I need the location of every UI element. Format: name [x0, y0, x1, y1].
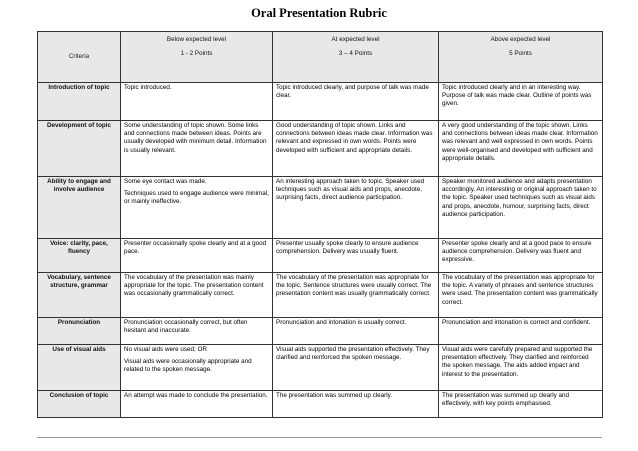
cell-text: Visual aids supported the presentation effectively. They clarified and reinforced the spoken message.	[276, 346, 430, 362]
cell-text: Some understanding of topic shown. Some links and connections made between ideas. Points are usually developed with minimum detail. Information is usually relevant.	[124, 122, 267, 154]
table-row	[38, 318, 603, 345]
level-points: 1 - 2 Points	[180, 50, 213, 58]
cell-text: No visual aids were used; OR	[124, 346, 207, 353]
rubric-cell	[439, 345, 603, 391]
cell-text: Pronunciation and intonation is usually correct.	[276, 319, 407, 326]
rubric-cell	[439, 391, 603, 418]
cell-text: The vocabulary of the presentation was mainly appropriate for the topic. The presentation content was occasionally grammatically correct.	[124, 274, 264, 298]
level-points: 3 – 4 Points	[338, 50, 373, 58]
level-name: Above expected level	[490, 36, 551, 43]
rubric-cell	[121, 83, 273, 121]
cell-text: An interesting approach taken to topic. Speaker used techniques such as visual aids and props, anecdote, surprising facts, direct audience participation.	[276, 178, 425, 202]
rubric-cell	[121, 121, 273, 177]
rubric-cell	[121, 318, 273, 345]
cell-text: Presenter usually spoke clearly to ensure audience comprehension. Delivery was usually fluent.	[276, 240, 419, 256]
criteria-header: Criteria	[38, 32, 121, 83]
criteria-cell: Ability to engage and involve audience	[38, 177, 121, 239]
level-header-above	[439, 32, 603, 83]
rubric-cell	[439, 273, 603, 318]
rubric-cell	[439, 239, 603, 273]
header-row	[38, 32, 603, 83]
cell-text: Pronunciation occasionally correct, but often hesitant and inaccurate.	[124, 319, 248, 335]
criteria-cell: Vocabulary, sentence structure, grammar	[38, 273, 121, 318]
cell-text: Some eye contact was made.	[124, 178, 207, 185]
criteria-cell: Use of visual aids	[38, 345, 121, 391]
cell-text: Visual aids were occasionally appropriate and related to the spoken message.	[124, 358, 252, 374]
rubric-cell	[273, 239, 439, 273]
table-row	[38, 177, 603, 239]
rubric-table	[37, 31, 603, 418]
cell-text: Pronunciation and intonation is correct and confident.	[442, 319, 591, 326]
rubric-cell	[273, 345, 439, 391]
cell-text: Presenter occasionally spoke clearly and at a good pace.	[124, 240, 267, 256]
criteria-cell: Conclusion of topic	[38, 391, 121, 418]
page-title: Oral Presentation Rubric	[251, 6, 387, 20]
table-row	[38, 273, 603, 318]
cell-text: Topic introduced clearly, and purpose of talk was made clear.	[276, 84, 429, 100]
criteria-cell: Pronunciation	[38, 318, 121, 345]
level-header-at	[273, 32, 439, 83]
level-name: At expected level	[331, 36, 380, 43]
level-name: Below expected level	[166, 36, 227, 43]
cell-text: The vocabulary of the presentation was appropriate for the topic. A variety of phrases and sentence structures were used. The presentation content was grammatically correct.	[442, 274, 598, 306]
cell-text: Speaker monitored audience and adapts presentation accordingly. An interesting or original approach taken to the topic. Speaker used techniques such as visual aids and props, anecdote, humour, surprising facts, direct audience participation.	[442, 178, 597, 218]
cell-text: The presentation was summed up clearly and effectively, with key points emphasised.	[442, 392, 570, 408]
cell-text: The vocabulary of the presentation was appropriate for the topic. Sentence structures were usually correct. The presentation content was usually grammatically correct.	[276, 274, 432, 298]
cell-text: Visual aids were carefully prepared and supported the presentation effectively. They clarified and reinforced the spoken message. The aids added impact and interest to the presentation.	[442, 346, 593, 378]
rubric-cell	[121, 345, 273, 391]
rubric-cell	[121, 273, 273, 318]
footer-divider	[37, 437, 602, 438]
cell-text: Techniques used to engage audience were minimal, or mainly ineffective.	[124, 190, 269, 206]
rubric-cell	[273, 121, 439, 177]
table-row	[38, 121, 603, 177]
rubric-cell	[273, 83, 439, 121]
rubric-cell	[439, 318, 603, 345]
cell-text: The presentation was summed up clearly.	[276, 392, 393, 399]
rubric-cell	[121, 239, 273, 273]
table-row	[38, 83, 603, 121]
rubric-cell	[439, 83, 603, 121]
rubric-cell	[273, 177, 439, 239]
rubric-cell	[273, 391, 439, 418]
cell-text: A very good understanding of the topic shown. Links and connections between ideas made clear. Information was relevant and well expressed in own words. Points were well-organised and developed with sufficient and appropriate details.	[442, 122, 598, 162]
rubric-cell	[121, 391, 273, 418]
table-row	[38, 391, 603, 418]
level-points: 5 Points	[509, 50, 532, 58]
level-header-below	[121, 32, 273, 83]
cell-text: An attempt was made to conclude the presentation.	[124, 392, 268, 399]
cell-text: Good understanding of topic shown. Links and connections between ideas made clear. Information was relevant and expressed in own words. Points were developed with sufficient and appropriate details.	[276, 122, 433, 154]
criteria-cell: Development of topic	[38, 121, 121, 177]
rubric-cell	[439, 177, 603, 239]
rubric-cell	[439, 121, 603, 177]
criteria-cell: Introduction of topic	[38, 83, 121, 121]
cell-text: Topic introduced clearly and in an interesting way. Purpose of talk was made clear. Outline of points was given.	[442, 84, 592, 108]
cell-text: Topic introduced.	[124, 84, 172, 91]
cell-text: Presenter spoke clearly and at a good pace to ensure audience comprehension. Delivery was fluent and expressive.	[442, 240, 592, 264]
criteria-cell: Voice: clarity, pace, fluency	[38, 239, 121, 273]
table-row	[38, 345, 603, 391]
table-row	[38, 239, 603, 273]
rubric-cell	[121, 177, 273, 239]
rubric-cell	[273, 273, 439, 318]
rubric-cell	[273, 318, 439, 345]
